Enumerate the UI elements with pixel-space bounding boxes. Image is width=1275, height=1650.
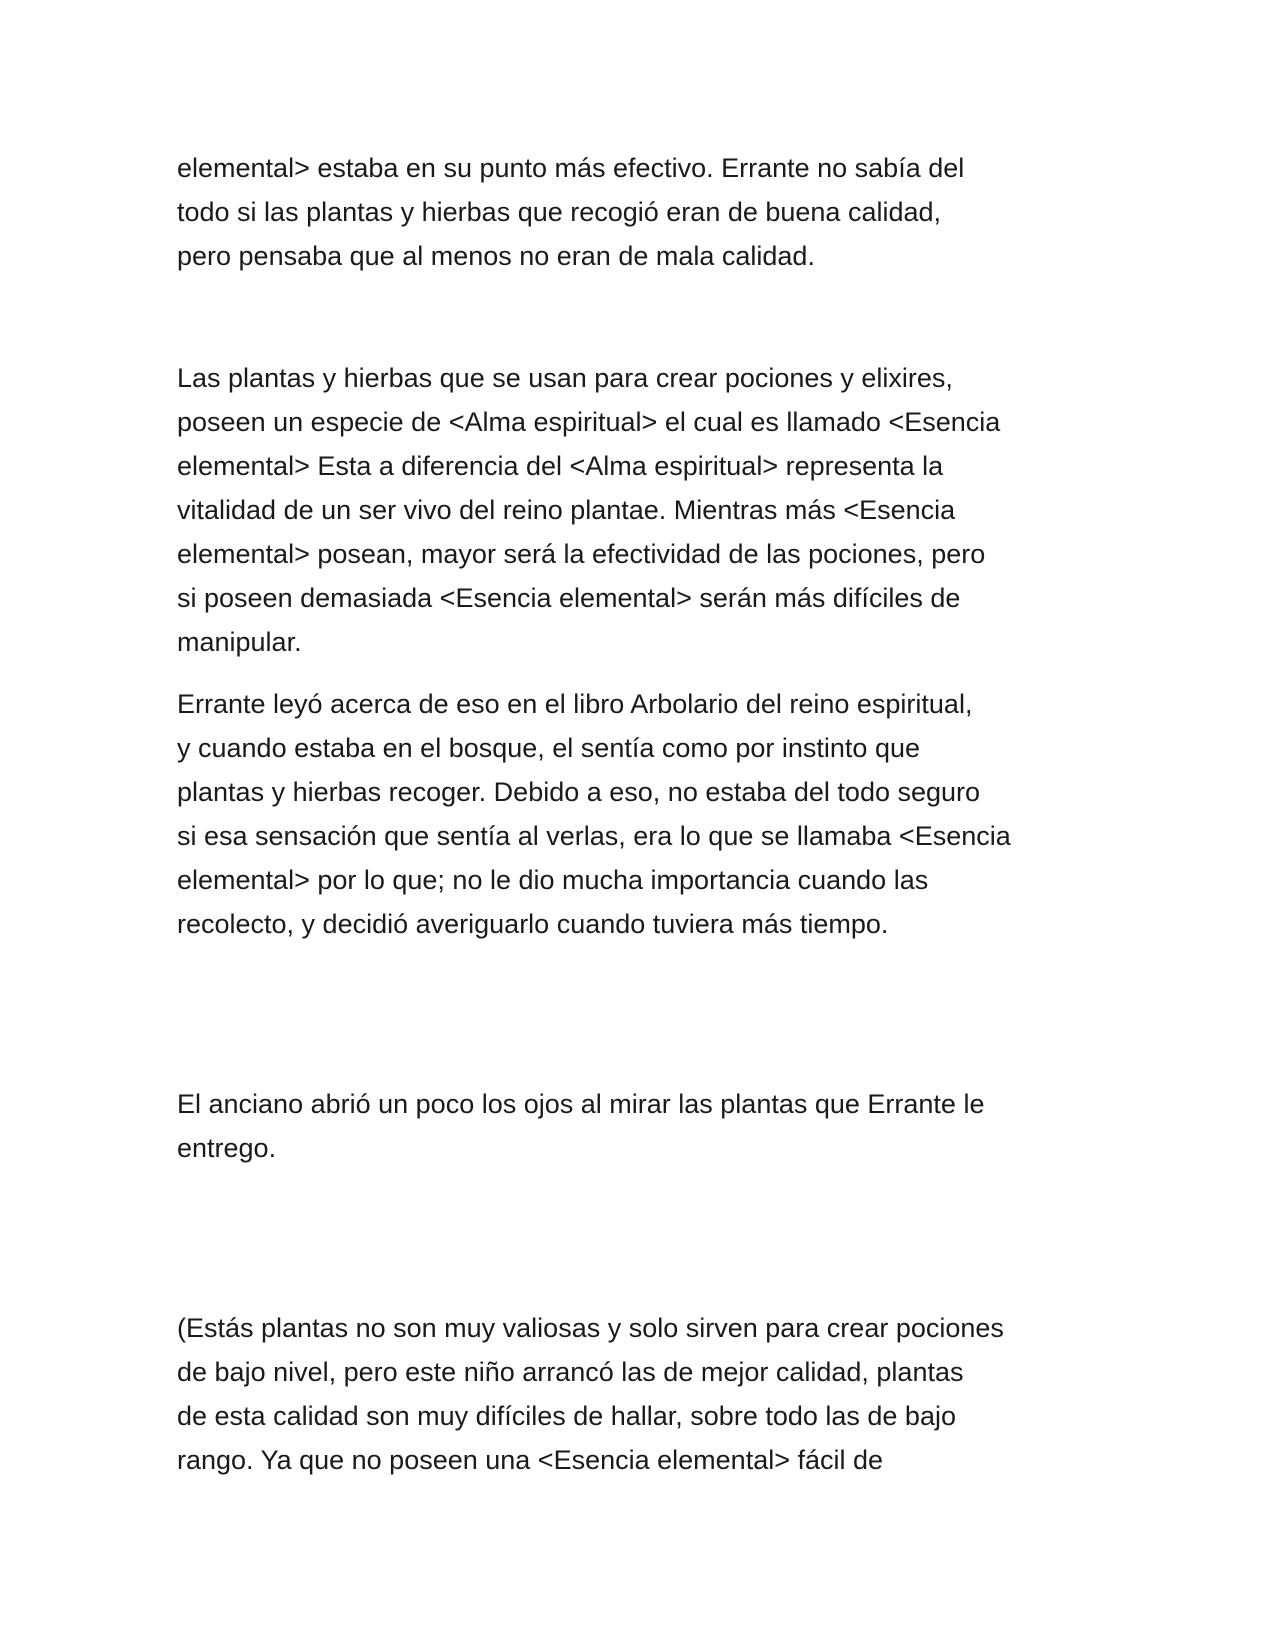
paragraph-2 bbox=[177, 356, 1107, 664]
paragraph-3 bbox=[177, 682, 1107, 946]
text-line: de bajo nivel, pero este niño arrancó las de mejor calidad, plantas bbox=[177, 1357, 964, 1387]
text-line: El anciano abrió un poco los ojos al mirar las plantas que Errante le bbox=[177, 1089, 985, 1119]
text-line: (Estás plantas no son muy valiosas y solo sirven para crear pociones bbox=[177, 1313, 1004, 1343]
text-line: todo si las plantas y hierbas que recogió eran de buena calidad, bbox=[177, 197, 942, 227]
text-line: Las plantas y hierbas que se usan para crear pociones y elixires, bbox=[177, 363, 953, 393]
text-line: si esa sensación que sentía al verlas, era lo que se llamaba <Esencia bbox=[177, 821, 1011, 851]
text-line: elemental> Esta a diferencia del <Alma espiritual> representa la bbox=[177, 451, 944, 481]
paragraph-4 bbox=[177, 1082, 1107, 1170]
text-line: elemental> posean, mayor será la efectividad de las pociones, pero bbox=[177, 539, 986, 569]
text-line: rango. Ya que no poseen una <Esencia elemental> fácil de bbox=[177, 1445, 884, 1475]
text-line: pero pensaba que al menos no eran de mala calidad. bbox=[177, 241, 815, 271]
text-line: vitalidad de un ser vivo del reino plantae. Mientras más <Esencia bbox=[177, 495, 956, 525]
text-line: manipular. bbox=[177, 627, 302, 657]
text-line: de esta calidad son muy difíciles de hallar, sobre todo las de bajo bbox=[177, 1401, 956, 1431]
paragraph-5 bbox=[177, 1306, 1107, 1482]
text-line: elemental> por lo que; no le dio mucha importancia cuando las bbox=[177, 865, 929, 895]
text-line: plantas y hierbas recoger. Debido a eso, no estaba del todo seguro bbox=[177, 777, 981, 807]
text-line: y cuando estaba en el bosque, el sentía como por instinto que bbox=[177, 733, 921, 763]
text-line: poseen un especie de <Alma espiritual> el cual es llamado <Esencia bbox=[177, 407, 1001, 437]
text-line: si poseen demasiada <Esencia elemental> serán más difíciles de bbox=[177, 583, 961, 613]
text-line: elemental> estaba en su punto más efectivo. Errante no sabía del bbox=[177, 153, 965, 183]
paragraph-1 bbox=[177, 146, 1107, 278]
text-line: recolecto, y decidió averiguarlo cuando tuviera más tiempo. bbox=[177, 909, 889, 939]
text-line: Errante leyó acerca de eso en el libro Arbolario del reino espiritual, bbox=[177, 689, 973, 719]
text-line: entrego. bbox=[177, 1133, 277, 1163]
